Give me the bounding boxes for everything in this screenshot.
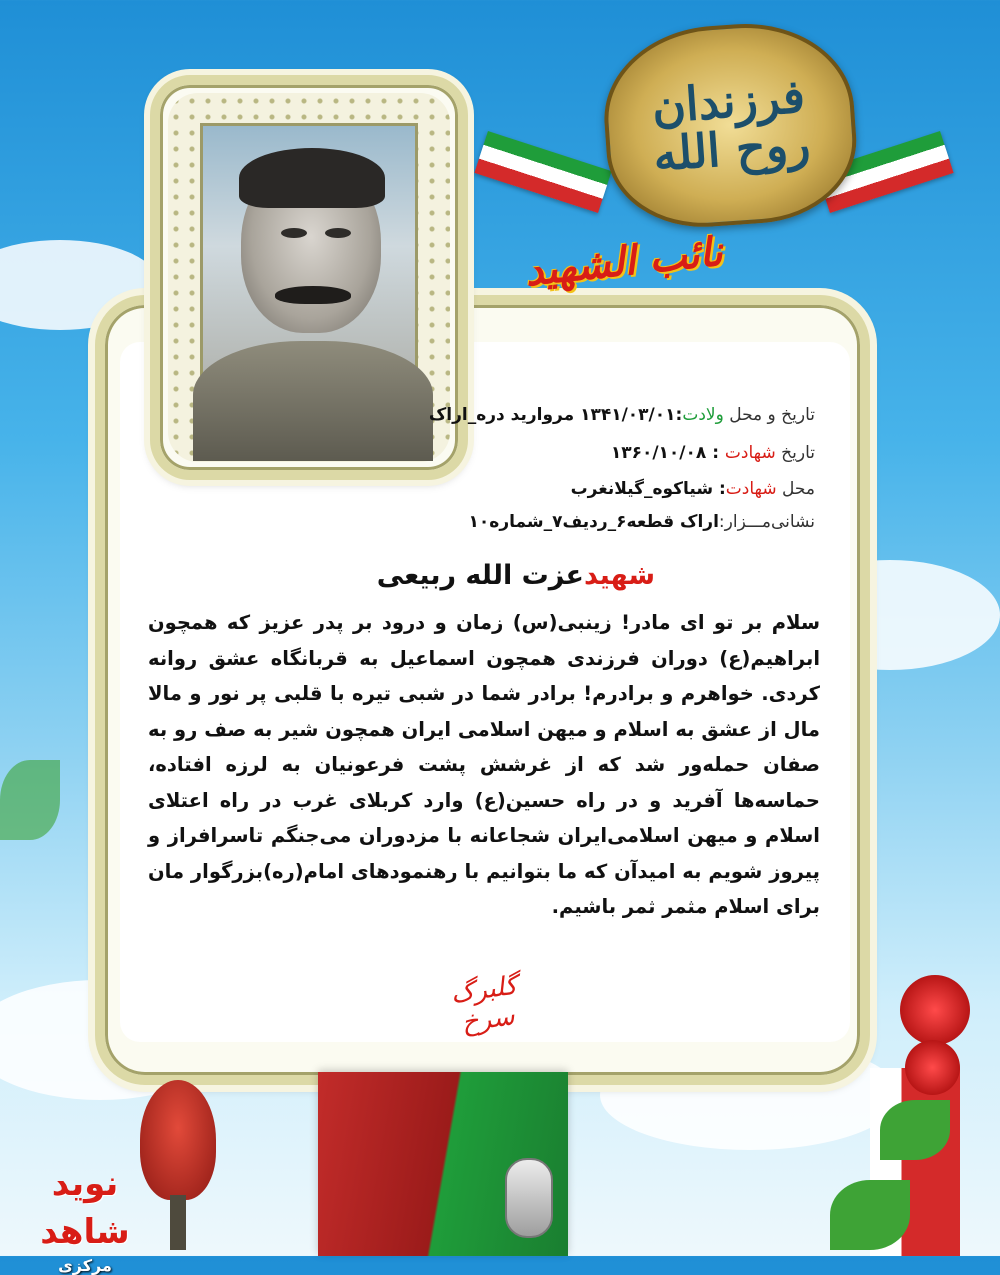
martyr-message: سلام بر تو ای مادر! زینبی(س) زمان و درود بر پدر عزیز که همچون ابراهیم(ع) دوران فرزندی همچون اسماعیل به قربانگاه عشق روانه کردی. خواهرم و برادرم! برادر شما در شبی تیره با قلبی پر نور و مالا مال از عشق به اسلام و میهن اسلامی ایران همچون شیر به صف رو به صفان حمله‌ور شد که از غرشش پشت فرعونیان به لرزه افتاده، حماسه‌ها آفرید و در راه حسین(ع) وارد کربلای غرب در راه اعتلای اسلام و میهن اسلامی‌ایران شجاعانه با مزدوران می‌جنگم تاسرافراز و پیروز شویم به امیدآن که ما بتوانیم با رهنمودهای امام(ره)بزرگوار مان برای اسلام مثمر ثمر باشیم. — [148, 611, 820, 918]
martyr-name: شهیدعزت الله ربیعی — [376, 560, 655, 591]
monument-stem — [170, 1195, 186, 1250]
monument-dome — [140, 1080, 216, 1200]
iran-flag-left — [474, 131, 611, 213]
portrait-body — [193, 341, 433, 461]
green-leaf — [0, 760, 60, 840]
red-flower — [900, 975, 970, 1045]
calligraphy-emblem — [598, 17, 861, 234]
naeb-shahid-badge: نائب الشهید — [522, 227, 725, 296]
logo-main-text: نوید شاهد — [40, 1164, 130, 1252]
martyr-portrait — [200, 123, 418, 430]
portrait-eye — [325, 228, 351, 238]
green-leaf — [830, 1180, 910, 1250]
grave-address: نشانی‌مـــزار:اراک قطعه۶_ردیف۷_شماره۱۰ — [468, 512, 815, 532]
navid-shahed-logo — [20, 1160, 150, 1275]
martyrdom-date: تاریخ شهادت : ۱۳۶۰/۱۰/۰۸ — [610, 443, 815, 463]
green-leaf — [880, 1100, 950, 1160]
red-flower — [905, 1040, 960, 1095]
emblem-text: فرزندان روح الله — [650, 68, 812, 182]
portrait-hair — [239, 148, 385, 208]
portrait-mustache — [275, 286, 351, 304]
signature: گلبرگ سرخ — [448, 970, 519, 1039]
logo-sub-text: مرکزی — [58, 1256, 112, 1275]
dog-tag — [505, 1158, 553, 1238]
birth-info: تاریخ و محل ولادت:۱۳۴۱/۰۳/۰۱ مروارید دره_اراک — [428, 405, 815, 425]
portrait-eye — [281, 228, 307, 238]
photo-frame — [150, 75, 468, 480]
martyrdom-place: محل شهادت: شیاکوه_گیلانغرب — [570, 479, 815, 499]
